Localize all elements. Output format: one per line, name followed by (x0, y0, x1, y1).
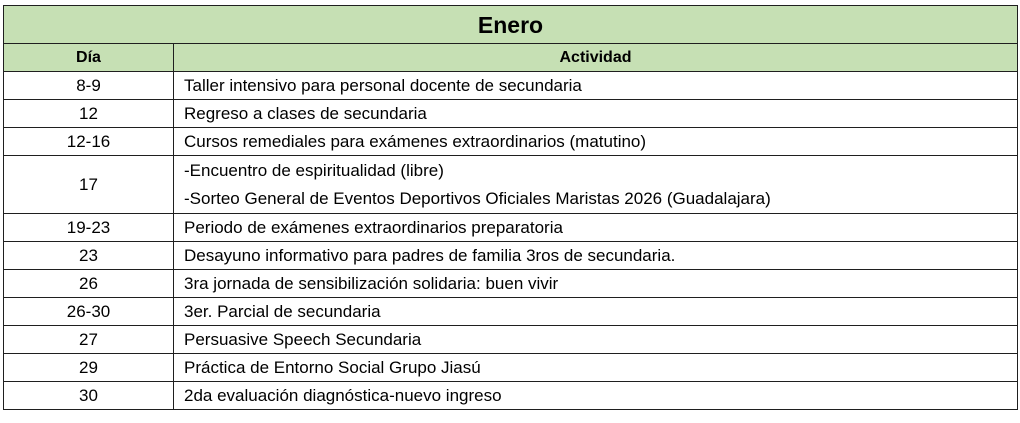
cell-dia: 19-23 (4, 214, 174, 242)
cell-actividad: Práctica de Entorno Social Grupo Jiasú (174, 354, 1018, 382)
table-row (4, 214, 1018, 242)
cell-dia: 26-30 (4, 298, 174, 326)
cell-actividad: 2da evaluación diagnóstica-nuevo ingreso (174, 382, 1018, 410)
table-row (4, 298, 1018, 326)
cell-dia: 23 (4, 242, 174, 270)
cell-dia: 12-16 (4, 128, 174, 156)
cell-dia: 8-9 (4, 72, 174, 100)
cell-dia: 30 (4, 382, 174, 410)
cell-actividad: Desayuno informativo para padres de familia 3ros de secundaria. (174, 242, 1018, 270)
table-row (4, 156, 1018, 214)
table-row (4, 242, 1018, 270)
cell-dia: 27 (4, 326, 174, 354)
header-row (4, 44, 1018, 72)
column-header-dia: Día (4, 44, 174, 72)
cell-dia: 12 (4, 100, 174, 128)
cell-actividad: Taller intensivo para personal docente de secundaria (174, 72, 1018, 100)
table-row (4, 100, 1018, 128)
cell-dia: 29 (4, 354, 174, 382)
title-row (4, 6, 1018, 44)
calendar-table (3, 5, 1018, 410)
cell-dia: 26 (4, 270, 174, 298)
cell-actividad (174, 156, 1018, 214)
table-row (4, 72, 1018, 100)
cell-actividad: Persuasive Speech Secundaria (174, 326, 1018, 354)
cell-actividad: Cursos remediales para exámenes extraordinarios (matutino) (174, 128, 1018, 156)
column-header-actividad: Actividad (174, 44, 1018, 72)
table-row (4, 270, 1018, 298)
cell-actividad: Periodo de exámenes extraordinarios preparatoria (174, 214, 1018, 242)
table-row (4, 382, 1018, 410)
table-row (4, 326, 1018, 354)
month-title: Enero (4, 6, 1018, 44)
cell-actividad: Regreso a clases de secundaria (174, 100, 1018, 128)
cell-dia: 17 (4, 156, 174, 214)
activity-line: -Encuentro de espiritualidad (libre) (184, 160, 444, 180)
calendar-table-container (3, 5, 1018, 410)
table-row (4, 128, 1018, 156)
cell-actividad: 3ra jornada de sensibilización solidaria: buen vivir (174, 270, 1018, 298)
activity-line: -Sorteo General de Eventos Deportivos Oficiales Maristas 2026 (Guadalajara) (184, 188, 771, 208)
table-row (4, 354, 1018, 382)
cell-actividad: 3er. Parcial de secundaria (174, 298, 1018, 326)
